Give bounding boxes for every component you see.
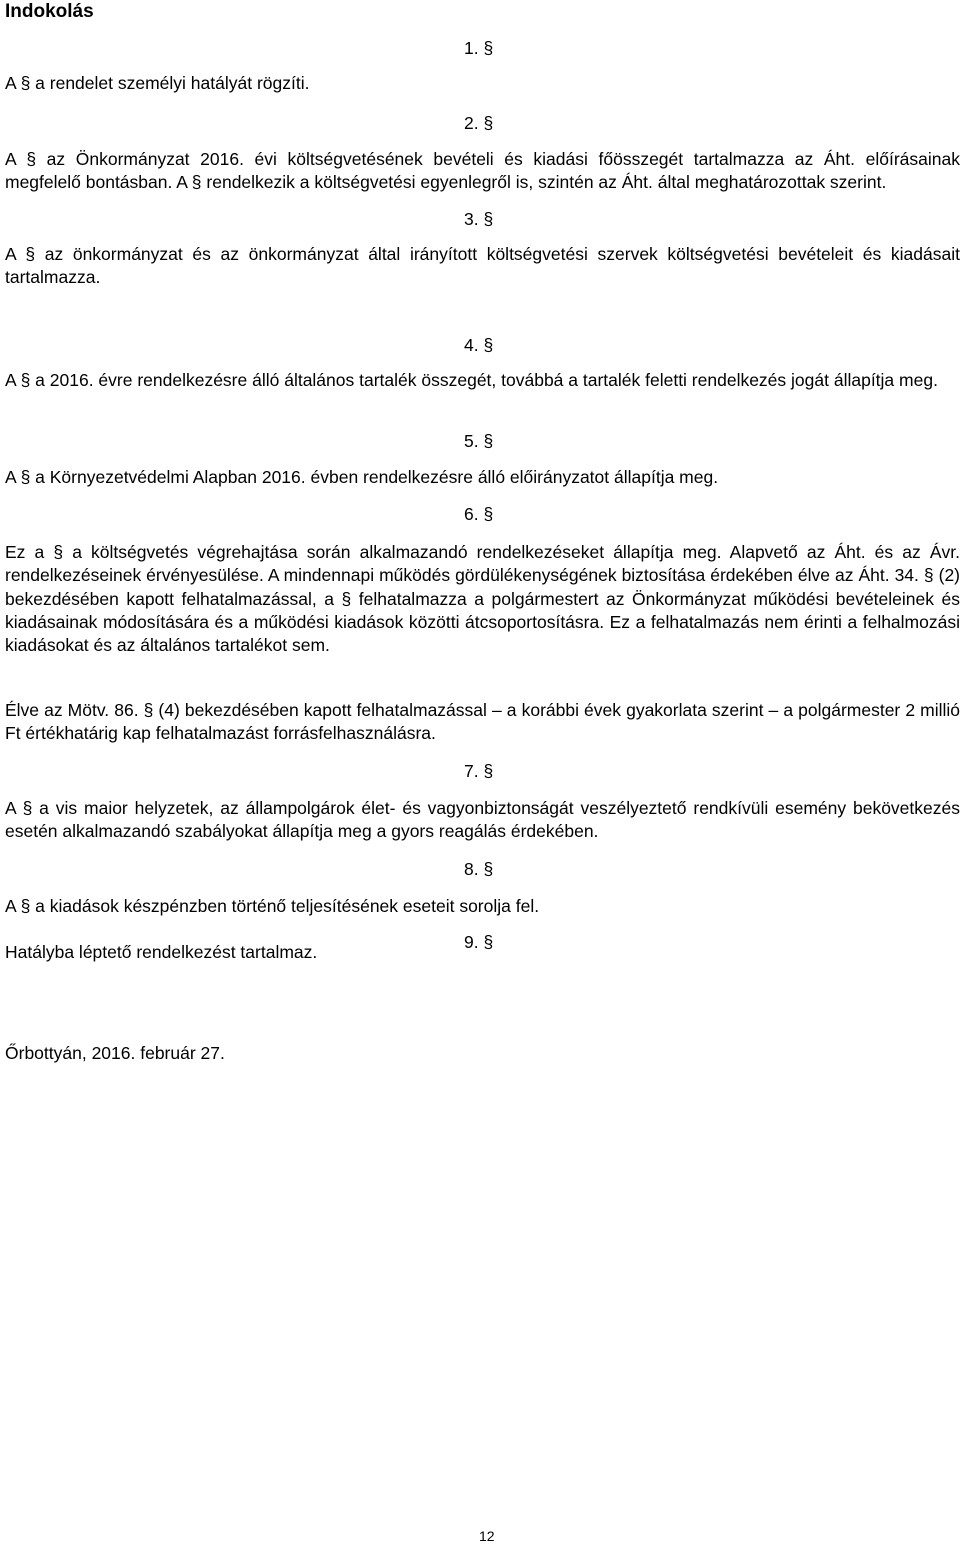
section-7-text: A § a vis maior helyzetek, az állampolgárok élet- és vagyonbiztonságát veszélyeztető rendkívüli esemény bekövetkezés esetén alkalmazandó szabályokat állapítja meg a gyors reagálás érdekében. xyxy=(5,798,960,842)
section-9-label: 9. § xyxy=(464,932,494,952)
document-page xyxy=(5,0,960,1547)
page-number: 12 xyxy=(479,1528,495,1544)
section-2-label: 2. § xyxy=(464,113,494,133)
section-3-label: 3. § xyxy=(464,209,494,229)
section-6-text: Ez a § a költségvetés végrehajtása során alkalmazandó rendelkezéseket állapítja meg. Alapvető az Áht. és az Ávr. rendelkezéseinek érvényesülése. A mindennapi működés gördülékenységének biztosítása érdekében élve az Áht. 34. § (2) bekezdésében kapott felhatalmazással, a § felhatalmazza a polgármestert az Önkormányzat működési bevételeinek és kiadásainak módosítására és a működési kiadások közötti átcsoportosításra. Ez a felhatalmazás nem érinti a felhalmozási kiadásokat és az általános tartalékot sem. xyxy=(5,542,960,656)
section-8-label: 8. § xyxy=(464,859,494,879)
section-4-label: 4. § xyxy=(464,335,494,355)
section-6-label: 6. § xyxy=(464,504,494,524)
section-7-label: 7. § xyxy=(464,761,494,781)
section-4-text: A § a 2016. évre rendelkezésre álló általános tartalék összegét, továbbá a tartalék feletti rendelkezés jogát állapítja meg. xyxy=(5,370,938,390)
section-6-text-2: Élve az Mötv. 86. § (4) bekezdésében kapott felhatalmazással – a korábbi évek gyakorlata szerint – a polgármester 2 millió Ft értékhatárig kap felhatalmazást forrásfelhasználásra. xyxy=(5,700,960,744)
section-2-text: A § az Önkormányzat 2016. évi költségvetésének bevételi és kiadási főösszegét tartalmazza az Áht. előírásainak megfelelő bontásban. A § rendelkezik a költségvetési egyenlegről is, szintén az Áht. által meghatározottak szerint. xyxy=(5,149,960,193)
section-1-label: 1. § xyxy=(464,38,494,58)
closing-place-date: Őrbottyán, 2016. február 27. xyxy=(5,1043,225,1063)
section-9-text: Hatályba léptető rendelkezést tartalmaz. xyxy=(5,942,318,962)
page-title: Indokolás xyxy=(5,1,94,22)
section-1-text: A § a rendelet személyi hatályát rögzíti. xyxy=(5,73,310,93)
section-5-text: A § a Környezetvédelmi Alapban 2016. évben rendelkezésre álló előirányzatot állapítja meg. xyxy=(5,467,719,487)
section-3-text: A § az önkormányzat és az önkormányzat által irányított költségvetési szervek költségvetési bevételeit és kiadásait tartalmazza. xyxy=(5,244,960,288)
section-8-text: A § a kiadások készpénzben történő teljesítésének eseteit sorolja fel. xyxy=(5,896,540,916)
section-5-label: 5. § xyxy=(464,431,494,451)
